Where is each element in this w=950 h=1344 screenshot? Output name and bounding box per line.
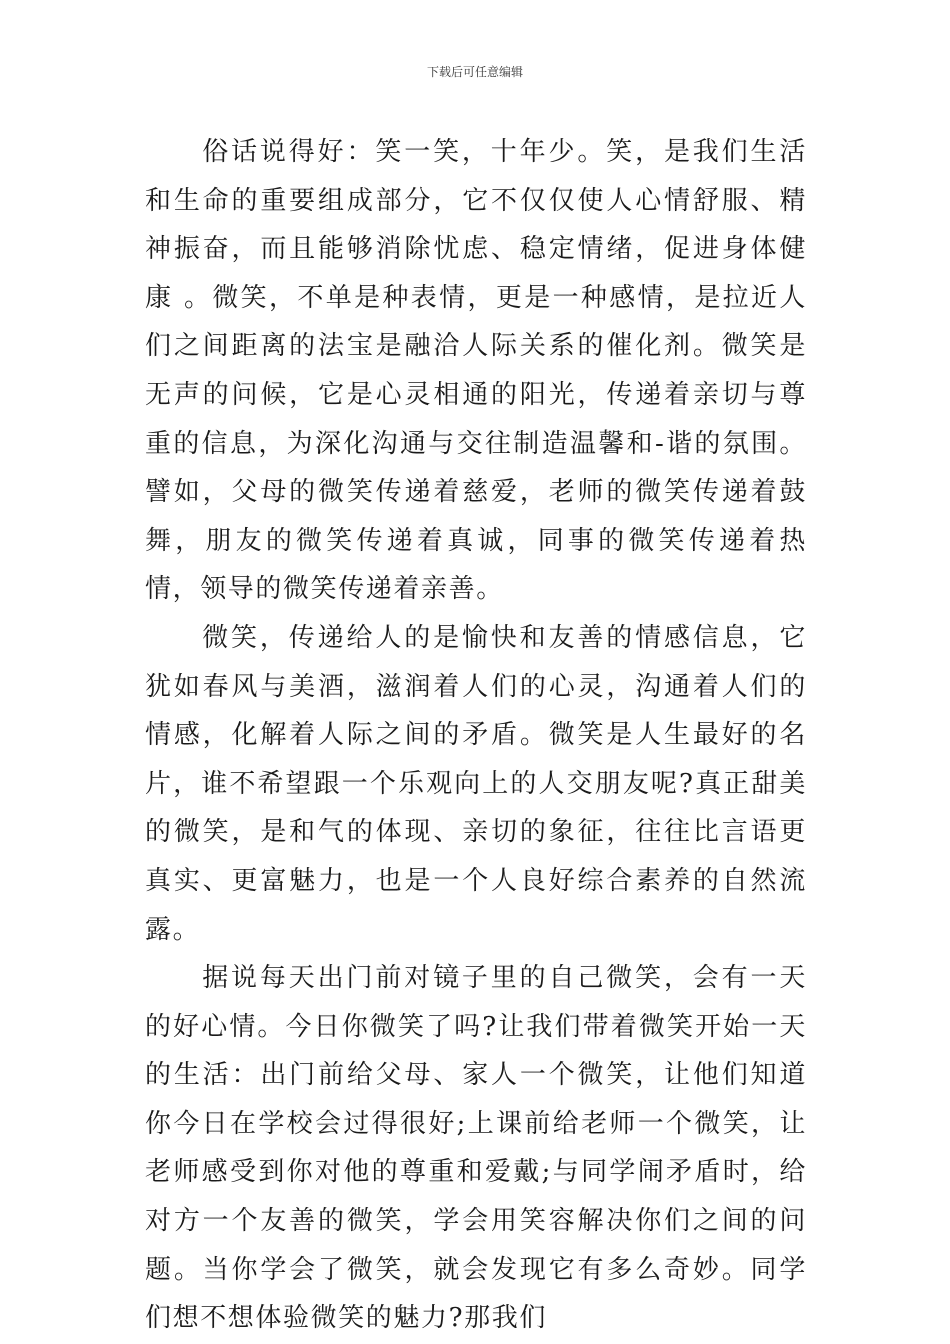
paragraph-2: 微笑，传递给人的是愉快和友善的情感信息，它犹如春风与美酒，滋润着人们的心灵，沟通着人们的情感，化解着人际之间的矛盾。微笑是人生最好的名片，谁不希望跟一个乐观向上的人交朋友呢?真正甜美的微笑，是和气的体现、亲切的象征，往往比言语更真实、更富魅力，也是一个人良好综合素养的自然流露。 [145, 622, 807, 945]
paragraph-1: 俗话说得好：笑一笑，十年少。笑，是我们生活和生命的重要组成部分，它不仅仅使人心情舒服、精神振奋，而且能够消除忧虑、稳定情绪，促进身体健康 。微笑，不单是种表情，更是一种感情，是拉近人们之间距离的法宝是融洽人际关系的催化剂。微笑是无声的问候，它是心灵相通的阳光，传递着亲切与尊重的信息，为深化沟通与交往制造温馨和-谐的氛围。譬如，父母的微笑传递着慈爱，老师的微笑传递着鼓舞，朋友的微笑传递着真诚，同事的微笑传递着热情，领导的微笑传递着亲善。 [145, 137, 807, 605]
document-body [145, 128, 807, 1343]
page-header: 下载后可任意编辑 [426, 65, 523, 79]
paragraph-3: 据说每天出门前对镜子里的自己微笑，会有一天的好心情。今日你微笑了吗?让我们带着微笑开始一天的生活：出门前给父母、家人一个微笑，让他们知道你今日在学校会过得很好;上课前给老师一个微笑，让老师感受到你对他的尊重和爱戴;与同学闹矛盾时，给对方一个友善的微笑，学会用笑容解决你们之间的问题。当你学会了微笑，就会发现它有多么奇妙。同学们想不想体验微笑的魅力?那我们 [145, 963, 807, 1334]
